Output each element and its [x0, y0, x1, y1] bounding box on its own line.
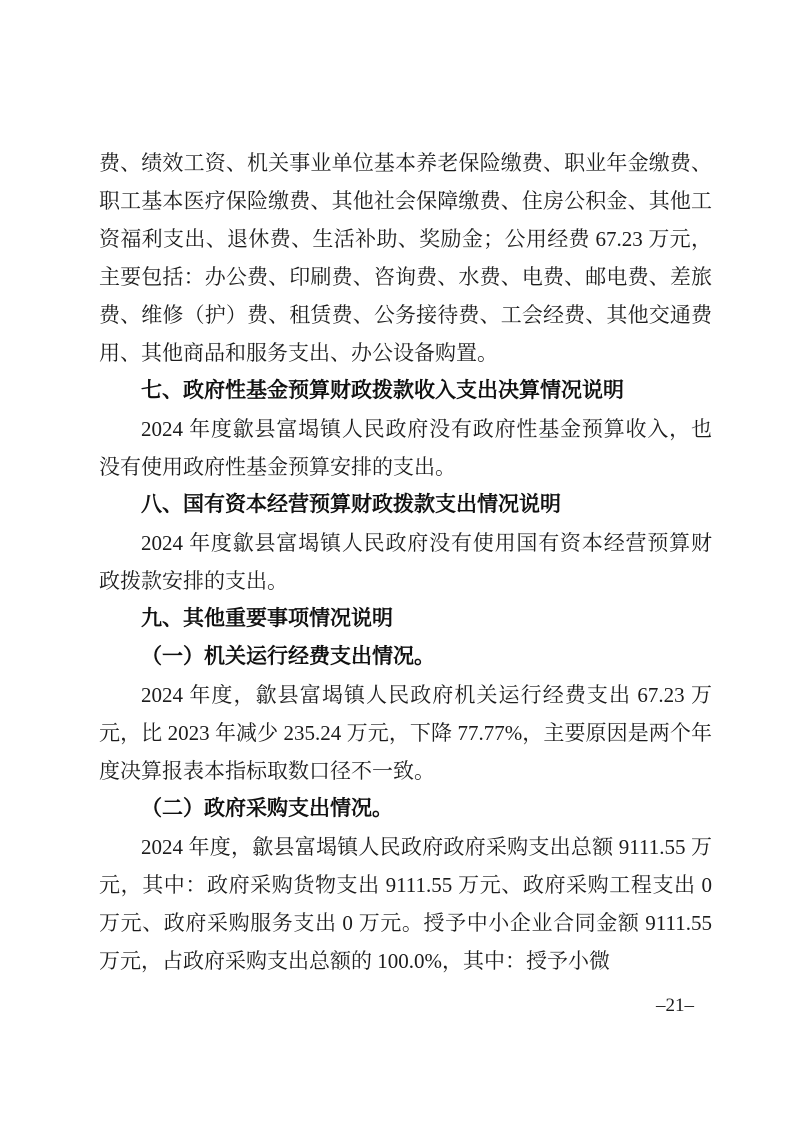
document-body [99, 144, 712, 980]
section-heading-7-government-fund-budget: 七、政府性基金预算财政拨款收入支出决算情况说明 [141, 379, 624, 402]
paragraph-wage-and-public-expense-detail: 费、绩效工资、机关事业单位基本养老保险缴费、职业年金缴费、职工基本医疗保险缴费、其他社会保障缴费、住房公积金、其他工资福利支出、退休费、生活补助、奖励金；公用经费 67.23 万元，主要包括：办公费、印刷费、咨询费、水费、电费、邮电费、差旅费、维修（护）费、租赁费、公务接待费、工会经费、其他交通费用、其他商品和服务支出、办公设备购置。 [99, 151, 712, 365]
subheading-2-government-procurement: （二）政府采购支出情况。 [141, 797, 393, 820]
section-heading-8-state-capital-budget: 八、国有资本经营预算财政拨款支出情况说明 [141, 493, 561, 516]
paragraph-operating-expense: 2024 年度，歙县富堨镇人民政府机关运行经费支出 67.23 万元，比 2023 年减少 235.24 万元，下降 77.77%，主要原因是两个年度决算报表本指标取数口径不一致。 [99, 683, 712, 783]
paragraph-government-fund-budget: 2024 年度歙县富堨镇人民政府没有政府性基金预算收入，也没有使用政府性基金预算安排的支出。 [99, 417, 712, 479]
page-number: –21– [656, 995, 694, 1016]
subheading-1-operating-expense: （一）机关运行经费支出情况。 [141, 645, 435, 668]
paragraph-government-procurement: 2024 年度，歙县富堨镇人民政府政府采购支出总额 9111.55 万元，其中：政府采购货物支出 9111.55 万元、政府采购工程支出 0 万元、政府采购服务支出 0 万元。授予中小企业合同金额 9111.55 万元，占政府采购支出总额的 100.0%，其中：授予小微 [99, 835, 712, 973]
paragraph-state-capital-budget: 2024 年度歙县富堨镇人民政府没有使用国有资本经营预算财政拨款安排的支出。 [99, 531, 712, 593]
section-heading-9-other-important-matters: 九、其他重要事项情况说明 [141, 607, 393, 630]
